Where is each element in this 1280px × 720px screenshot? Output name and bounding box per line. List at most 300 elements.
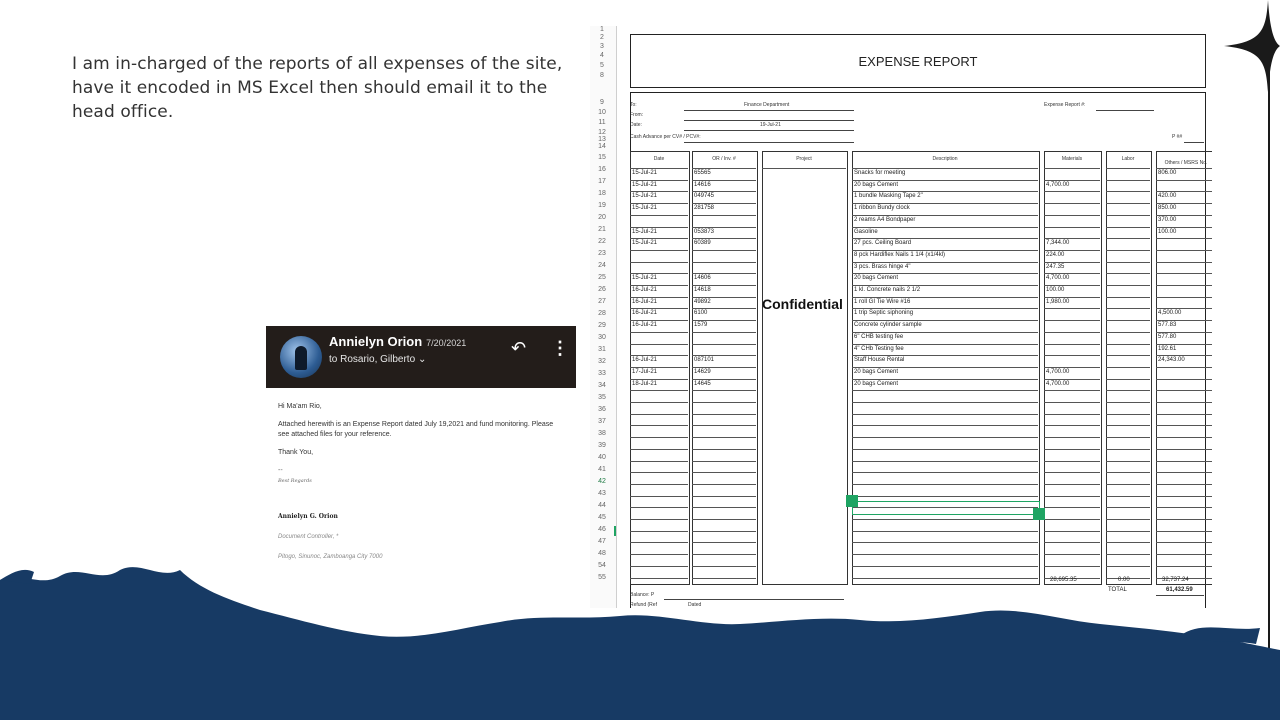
grid-line	[1044, 238, 1100, 239]
cell-or-number[interactable]: 14645	[694, 380, 711, 387]
total-others: 32,737.24	[1162, 577, 1189, 583]
cell-description[interactable]: Concrete cylinder sample	[854, 322, 922, 329]
row-number[interactable]: 34	[598, 382, 606, 389]
grid-line	[1044, 437, 1100, 438]
row-number[interactable]: 2	[600, 34, 604, 41]
row-number[interactable]: 22	[598, 238, 606, 245]
grid-line	[1044, 180, 1100, 181]
grid-line	[1044, 507, 1100, 508]
grid-line	[1044, 273, 1100, 274]
cell-date[interactable]: 16-Jul-21	[632, 322, 658, 329]
email-sender: Annielyn Orion 7/20/2021	[329, 334, 467, 349]
grid-line	[1156, 355, 1212, 356]
grid-line	[852, 472, 1038, 473]
cell-date[interactable]: 16-Jul-21	[632, 287, 658, 293]
grid-line	[1156, 461, 1212, 462]
row-number[interactable]: 35	[598, 394, 606, 401]
grid-line	[852, 215, 1038, 216]
cell-description[interactable]: 20 bags Cement	[854, 275, 899, 282]
p-underline	[1184, 142, 1204, 143]
row-numbers	[590, 26, 617, 608]
header-labor: Labor	[1121, 156, 1135, 162]
cell-description[interactable]: 1 ribbon Bundy clock	[854, 205, 910, 212]
row-number[interactable]: 32	[598, 358, 606, 365]
header-description: Description	[932, 156, 958, 162]
grid-line	[630, 262, 688, 263]
cell-others[interactable]: 850.00	[1158, 205, 1177, 212]
cell-date[interactable]: 17-Jul-21	[632, 368, 658, 375]
refund-label: Refund (Ref	[630, 602, 657, 608]
row-number[interactable]: 10	[598, 109, 606, 116]
cell-or-number[interactable]: 049745	[694, 193, 715, 200]
email-message: Attached herewith is an Expense Report dated July 19,2021 and fund monitoring. Please see attached files for your reference.	[278, 421, 554, 438]
cell-date[interactable]: 15-Jul-21	[632, 193, 658, 200]
row-number[interactable]: 40	[598, 454, 606, 461]
grid-line	[1106, 461, 1150, 462]
grid-line	[630, 437, 688, 438]
grid-line	[1156, 203, 1212, 204]
row-number[interactable]: 5	[600, 62, 604, 69]
grid-line	[692, 519, 756, 520]
cell-date[interactable]: 15-Jul-21	[632, 275, 658, 282]
grid-line	[692, 425, 756, 426]
row-number[interactable]: 20	[598, 214, 606, 221]
cell-or-number[interactable]: 6100	[694, 310, 708, 317]
grid-line	[1106, 215, 1150, 216]
grid-line	[630, 203, 688, 204]
cell-or-number[interactable]: 14618	[694, 287, 711, 293]
cell-or-number[interactable]: 14616	[694, 181, 711, 188]
grid-line	[630, 367, 688, 368]
total-labor: 0.00	[1118, 577, 1130, 583]
grid-line	[1156, 425, 1212, 426]
reply-icon[interactable]: ↶	[511, 338, 527, 358]
row-number[interactable]: 36	[598, 406, 606, 413]
grid-line	[630, 297, 688, 298]
grid-line	[1106, 449, 1150, 450]
cell-others[interactable]: 806.00	[1158, 170, 1177, 176]
date-label: Date:	[630, 122, 642, 128]
grid-line	[1156, 484, 1212, 485]
grid-line	[1156, 507, 1212, 508]
grid-line	[1156, 285, 1212, 286]
grid-line	[630, 285, 688, 286]
header-others: Others / MSRS No.	[1164, 160, 1208, 166]
total-label: TOTAL	[1108, 587, 1127, 593]
grid-line	[630, 379, 688, 380]
row-number[interactable]: 9	[600, 99, 604, 106]
grid-line	[1044, 285, 1100, 286]
header-date: Date	[653, 156, 665, 162]
grid-line	[630, 449, 688, 450]
row-number[interactable]: 46	[598, 526, 606, 533]
row-number[interactable]: 27	[598, 298, 606, 305]
row-number[interactable]: 26	[598, 286, 606, 293]
cell-or-number[interactable]: 14606	[694, 275, 711, 282]
grid-line	[1156, 344, 1212, 345]
row-number[interactable]: 31	[598, 346, 606, 353]
grid-line	[1106, 191, 1150, 192]
grid-line	[1156, 390, 1212, 391]
cell-or-number[interactable]: 087101	[694, 357, 715, 364]
date-underline	[684, 130, 854, 131]
row-number[interactable]: 39	[598, 442, 606, 449]
grid-line	[1106, 297, 1150, 298]
cell-or-number[interactable]: 14629	[694, 368, 711, 375]
cell-description[interactable]: 20 bags Cement	[854, 368, 899, 375]
expense-report-no-underline	[1096, 110, 1154, 111]
row-number[interactable]: 29	[598, 322, 606, 329]
cell-others[interactable]: 4,500.00	[1158, 310, 1182, 317]
cell-others[interactable]: 100.00	[1158, 228, 1177, 235]
row-number[interactable]: 41	[598, 466, 606, 473]
expense-report-no-label: Expense Report #:	[1044, 102, 1086, 108]
cell-materials[interactable]: 100.00	[1046, 287, 1065, 293]
grid-line	[1044, 227, 1100, 228]
row-number[interactable]: 17	[598, 178, 606, 185]
cell-description[interactable]: 4" CHb Testing fee	[854, 345, 904, 352]
grid-line	[630, 320, 688, 321]
grid-line	[1156, 320, 1212, 321]
grid-line	[1106, 238, 1150, 239]
grid-line	[852, 191, 1038, 192]
cell-date[interactable]: 18-Jul-21	[632, 380, 658, 387]
grid-line	[630, 472, 688, 473]
cell-materials[interactable]: 4,700.00	[1046, 380, 1070, 387]
grid-line	[692, 472, 756, 473]
row-number[interactable]: 55	[598, 574, 606, 581]
row-number[interactable]: 48	[598, 550, 606, 557]
to-underline	[684, 110, 854, 111]
cell-date[interactable]: 15-Jul-21	[632, 181, 658, 188]
grid-line	[1156, 332, 1212, 333]
grid-line	[1156, 402, 1212, 403]
cell-or-number[interactable]: 65565	[694, 170, 711, 176]
cell-description[interactable]: 20 bags Cement	[854, 181, 899, 188]
row-number[interactable]: 44	[598, 502, 606, 509]
grid-line	[630, 484, 688, 485]
row-number[interactable]: 47	[598, 538, 606, 545]
grid-line	[630, 168, 688, 169]
cell-date[interactable]: 15-Jul-21	[632, 205, 658, 212]
grid-line	[1044, 367, 1100, 368]
cell-date[interactable]: 16-Jul-21	[632, 310, 658, 317]
grid-line	[1106, 379, 1150, 380]
header-project: Project	[796, 156, 812, 162]
cell-description[interactable]: 27 pcs. Ceiling Board	[854, 240, 912, 247]
grid-line	[630, 425, 688, 426]
chevron-down-icon[interactable]: ⌄	[417, 354, 427, 365]
grid-line	[852, 437, 1038, 438]
grid-line	[630, 519, 688, 520]
cell-date[interactable]: 15-Jul-21	[632, 228, 658, 235]
grid-line	[692, 496, 756, 497]
grid-line	[1106, 425, 1150, 426]
email-thanks: Thank You,	[278, 449, 314, 456]
sparkle-decoration	[1224, 0, 1280, 92]
row-number[interactable]: 8	[600, 72, 604, 79]
cell-description[interactable]: 1 kl. Concrete nails 2 1/2	[854, 287, 921, 293]
cell-or-number[interactable]: 60389	[694, 240, 711, 247]
grid-line	[1106, 402, 1150, 403]
grand-total: 61,432.59	[1166, 587, 1193, 593]
grid-line	[852, 531, 1038, 532]
cell-materials[interactable]: 247.35	[1046, 263, 1065, 270]
grid-line	[1106, 344, 1150, 345]
grid-line	[1156, 273, 1212, 274]
grid-line	[1106, 227, 1150, 228]
row-number[interactable]: 19	[598, 202, 606, 209]
row-number[interactable]: 28	[598, 310, 606, 317]
cell-description[interactable]: 1 roll GI Tie Wire #16	[854, 298, 911, 305]
grid-line	[630, 238, 688, 239]
signature-dash: --	[278, 467, 283, 474]
grid-line	[1156, 180, 1212, 181]
row-number[interactable]: 13	[598, 136, 606, 143]
cell-description[interactable]: 20 bags Cement	[854, 380, 899, 387]
grid-line	[1106, 496, 1150, 497]
grid-line	[1156, 238, 1212, 239]
grid-line	[1156, 262, 1212, 263]
grid-line	[630, 390, 688, 391]
grid-line	[852, 168, 1038, 169]
row-number[interactable]: 43	[598, 490, 606, 497]
grid-line	[1044, 344, 1100, 345]
more-options-icon[interactable]: ⋮	[551, 338, 569, 358]
grid-line	[1106, 531, 1150, 532]
grid-line	[1156, 437, 1212, 438]
grid-line	[1106, 262, 1150, 263]
grid-line	[1044, 379, 1100, 380]
grid-line	[630, 332, 688, 333]
grid-line	[692, 531, 756, 532]
grid-line	[692, 180, 756, 181]
grid-line	[630, 531, 688, 532]
grid-line	[852, 262, 1038, 263]
cash-advance-label: Cash Advance per CV# / PCV#:	[630, 134, 701, 140]
grid-line	[692, 215, 756, 216]
row-number[interactable]: 3	[600, 43, 604, 50]
grid-line	[1044, 461, 1100, 462]
grid-line	[1106, 273, 1150, 274]
grid-line	[1106, 414, 1150, 415]
email-date: 7/20/2021	[426, 338, 467, 348]
report-title: EXPENSE REPORT	[858, 54, 978, 69]
grid-line	[1106, 250, 1150, 251]
avatar[interactable]	[280, 336, 322, 378]
grid-line	[692, 461, 756, 462]
project-column	[762, 151, 848, 585]
cell-materials[interactable]: 4,700.00	[1046, 181, 1070, 188]
row-number[interactable]: 30	[598, 334, 606, 341]
grid-line	[692, 484, 756, 485]
grid-line	[1156, 250, 1212, 251]
cell-others[interactable]: 370.00	[1158, 216, 1177, 223]
grid-line	[852, 285, 1038, 286]
grid-line	[630, 308, 688, 309]
cell-others[interactable]: 24,343.00	[1158, 357, 1185, 364]
brush-wave-decoration	[0, 540, 1280, 720]
row-number[interactable]: 11	[598, 119, 606, 126]
grid-line	[1156, 308, 1212, 309]
grid-line	[630, 402, 688, 403]
grid-line	[1106, 507, 1150, 508]
grid-line	[692, 191, 756, 192]
grid-line	[692, 203, 756, 204]
cell-description[interactable]: 1 bundle Masking Tape 2"	[854, 193, 923, 200]
grid-line	[852, 332, 1038, 333]
cell-others[interactable]: 577.80	[1158, 333, 1177, 340]
from-underline	[684, 120, 854, 121]
grid-line	[1106, 308, 1150, 309]
grid-line	[1106, 484, 1150, 485]
grid-line	[1156, 496, 1212, 497]
grid-line	[692, 355, 756, 356]
grid-line	[1156, 519, 1212, 520]
row-number[interactable]: 37	[598, 418, 606, 425]
grid-line	[852, 344, 1038, 345]
grid-line	[1106, 390, 1150, 391]
cell-description[interactable]: Staff House Rental	[854, 357, 905, 364]
grid-line	[1044, 215, 1100, 216]
grid-line	[852, 273, 1038, 274]
cell-others[interactable]: 577.83	[1158, 322, 1177, 329]
row-number[interactable]: 54	[598, 562, 606, 569]
cell-selection[interactable]	[852, 501, 1040, 515]
grid-line	[692, 227, 756, 228]
grid-line	[692, 262, 756, 263]
grid-line	[692, 273, 756, 274]
grid-line	[692, 402, 756, 403]
grid-line	[852, 238, 1038, 239]
cash-advance-underline	[684, 142, 854, 143]
grid-line	[692, 320, 756, 321]
row-number[interactable]: 4	[600, 52, 604, 59]
grid-line	[692, 250, 756, 251]
cell-date[interactable]: 16-Jul-21	[632, 298, 658, 305]
cell-materials[interactable]: 4,700.00	[1046, 275, 1070, 282]
cell-date[interactable]: 15-Jul-21	[632, 240, 658, 247]
grid-line	[692, 168, 756, 169]
cell-or-number[interactable]: 053873	[694, 228, 715, 235]
balance-label: Balance: P	[630, 592, 655, 598]
grid-line	[852, 402, 1038, 403]
grid-line	[1044, 519, 1100, 520]
cell-description[interactable]: Gasoline	[854, 228, 878, 235]
grid-line	[852, 367, 1038, 368]
cell-date[interactable]: 15-Jul-21	[632, 170, 658, 176]
row-selection-indicator	[614, 526, 616, 536]
selection-end-handle[interactable]	[1033, 508, 1045, 520]
total-materials: 28,695.35	[1050, 577, 1077, 583]
row-number[interactable]: 14	[598, 143, 606, 150]
to-label: To:	[630, 102, 637, 108]
grid-line	[852, 320, 1038, 321]
row-number[interactable]: 25	[598, 274, 606, 281]
grid-line	[1044, 168, 1100, 169]
row-number[interactable]: 38	[598, 430, 606, 437]
grid-line	[630, 461, 688, 462]
cell-description[interactable]: Snacks for meeting	[854, 170, 906, 176]
cell-others[interactable]: 420.00	[1158, 193, 1177, 200]
cell-materials[interactable]: 224.00	[1046, 251, 1065, 258]
cell-description[interactable]: 6" CHB testing fee	[854, 333, 904, 340]
row-number[interactable]: 15	[598, 154, 606, 161]
cell-materials[interactable]: 1,980.00	[1046, 298, 1070, 305]
email-greeting: Hi Ma'am Rio,	[278, 403, 322, 410]
row-number[interactable]: 1	[600, 26, 604, 33]
grid-line	[630, 414, 688, 415]
row-number[interactable]: 24	[598, 262, 606, 269]
cell-description[interactable]: 2 reams A4 Bondpaper	[854, 216, 916, 223]
grid-line	[1106, 332, 1150, 333]
grid-line	[852, 461, 1038, 462]
cell-description[interactable]: 3 pcs. Brass hinge 4"	[854, 263, 911, 270]
selection-start-handle[interactable]	[846, 495, 858, 507]
grid-line	[1044, 496, 1100, 497]
cell-or-number[interactable]: 49892	[694, 298, 711, 305]
date-value: 19-Jul-21	[760, 122, 781, 128]
grid-line	[1106, 472, 1150, 473]
grid-line	[1106, 355, 1150, 356]
row-number[interactable]: 18	[598, 190, 606, 197]
grid-line	[1156, 414, 1212, 415]
spreadsheet[interactable]	[590, 26, 1212, 608]
row-number[interactable]: 33	[598, 370, 606, 377]
header-or: OR / Inv. #	[712, 156, 736, 162]
row-number[interactable]: 42	[598, 478, 606, 485]
grid-line	[1044, 484, 1100, 485]
grid-line	[692, 390, 756, 391]
p-label: P ##	[1172, 134, 1183, 140]
grid-line	[1044, 262, 1100, 263]
grid-line	[630, 496, 688, 497]
grid-line	[1156, 168, 1212, 169]
grid-line	[1044, 449, 1100, 450]
grid-line	[1106, 203, 1150, 204]
cell-date[interactable]: 16-Jul-21	[632, 357, 658, 364]
grid-line	[1044, 191, 1100, 192]
grid-line	[852, 414, 1038, 415]
from-label: From:	[630, 112, 644, 118]
cell-or-number[interactable]: 1579	[694, 322, 708, 329]
cell-description[interactable]: 8 pck Hardiflex Nails 1 1/4 (x1/4kl)	[854, 251, 946, 258]
row-number[interactable]: 12	[598, 129, 606, 136]
grid-line	[692, 297, 756, 298]
grid-line	[1044, 308, 1100, 309]
row-number[interactable]: 16	[598, 166, 606, 173]
grid-line	[1156, 367, 1212, 368]
row-number[interactable]: 45	[598, 514, 606, 521]
row-number[interactable]: 23	[598, 250, 606, 257]
grid-line	[852, 496, 1038, 497]
grid-line	[1106, 519, 1150, 520]
grid-line	[852, 308, 1038, 309]
signature-role: Document Controller, *	[278, 534, 339, 540]
cell-materials[interactable]: 4,700.00	[1046, 368, 1070, 375]
grid-line	[852, 519, 1038, 520]
cell-others[interactable]: 192.61	[1158, 345, 1177, 352]
cell-or-number[interactable]: 281758	[694, 205, 715, 212]
grid-line	[630, 355, 688, 356]
signature-best-regards: Best Regards	[278, 478, 312, 484]
cell-description[interactable]: 1 trip Septic siphoning	[854, 310, 914, 317]
cell-materials[interactable]: 7,344.00	[1046, 240, 1070, 247]
grid-line	[1106, 320, 1150, 321]
email-recipients[interactable]: to Rosario, Gilberto ⌄	[329, 354, 427, 365]
row-number[interactable]: 21	[598, 226, 606, 233]
grid-line	[852, 203, 1038, 204]
